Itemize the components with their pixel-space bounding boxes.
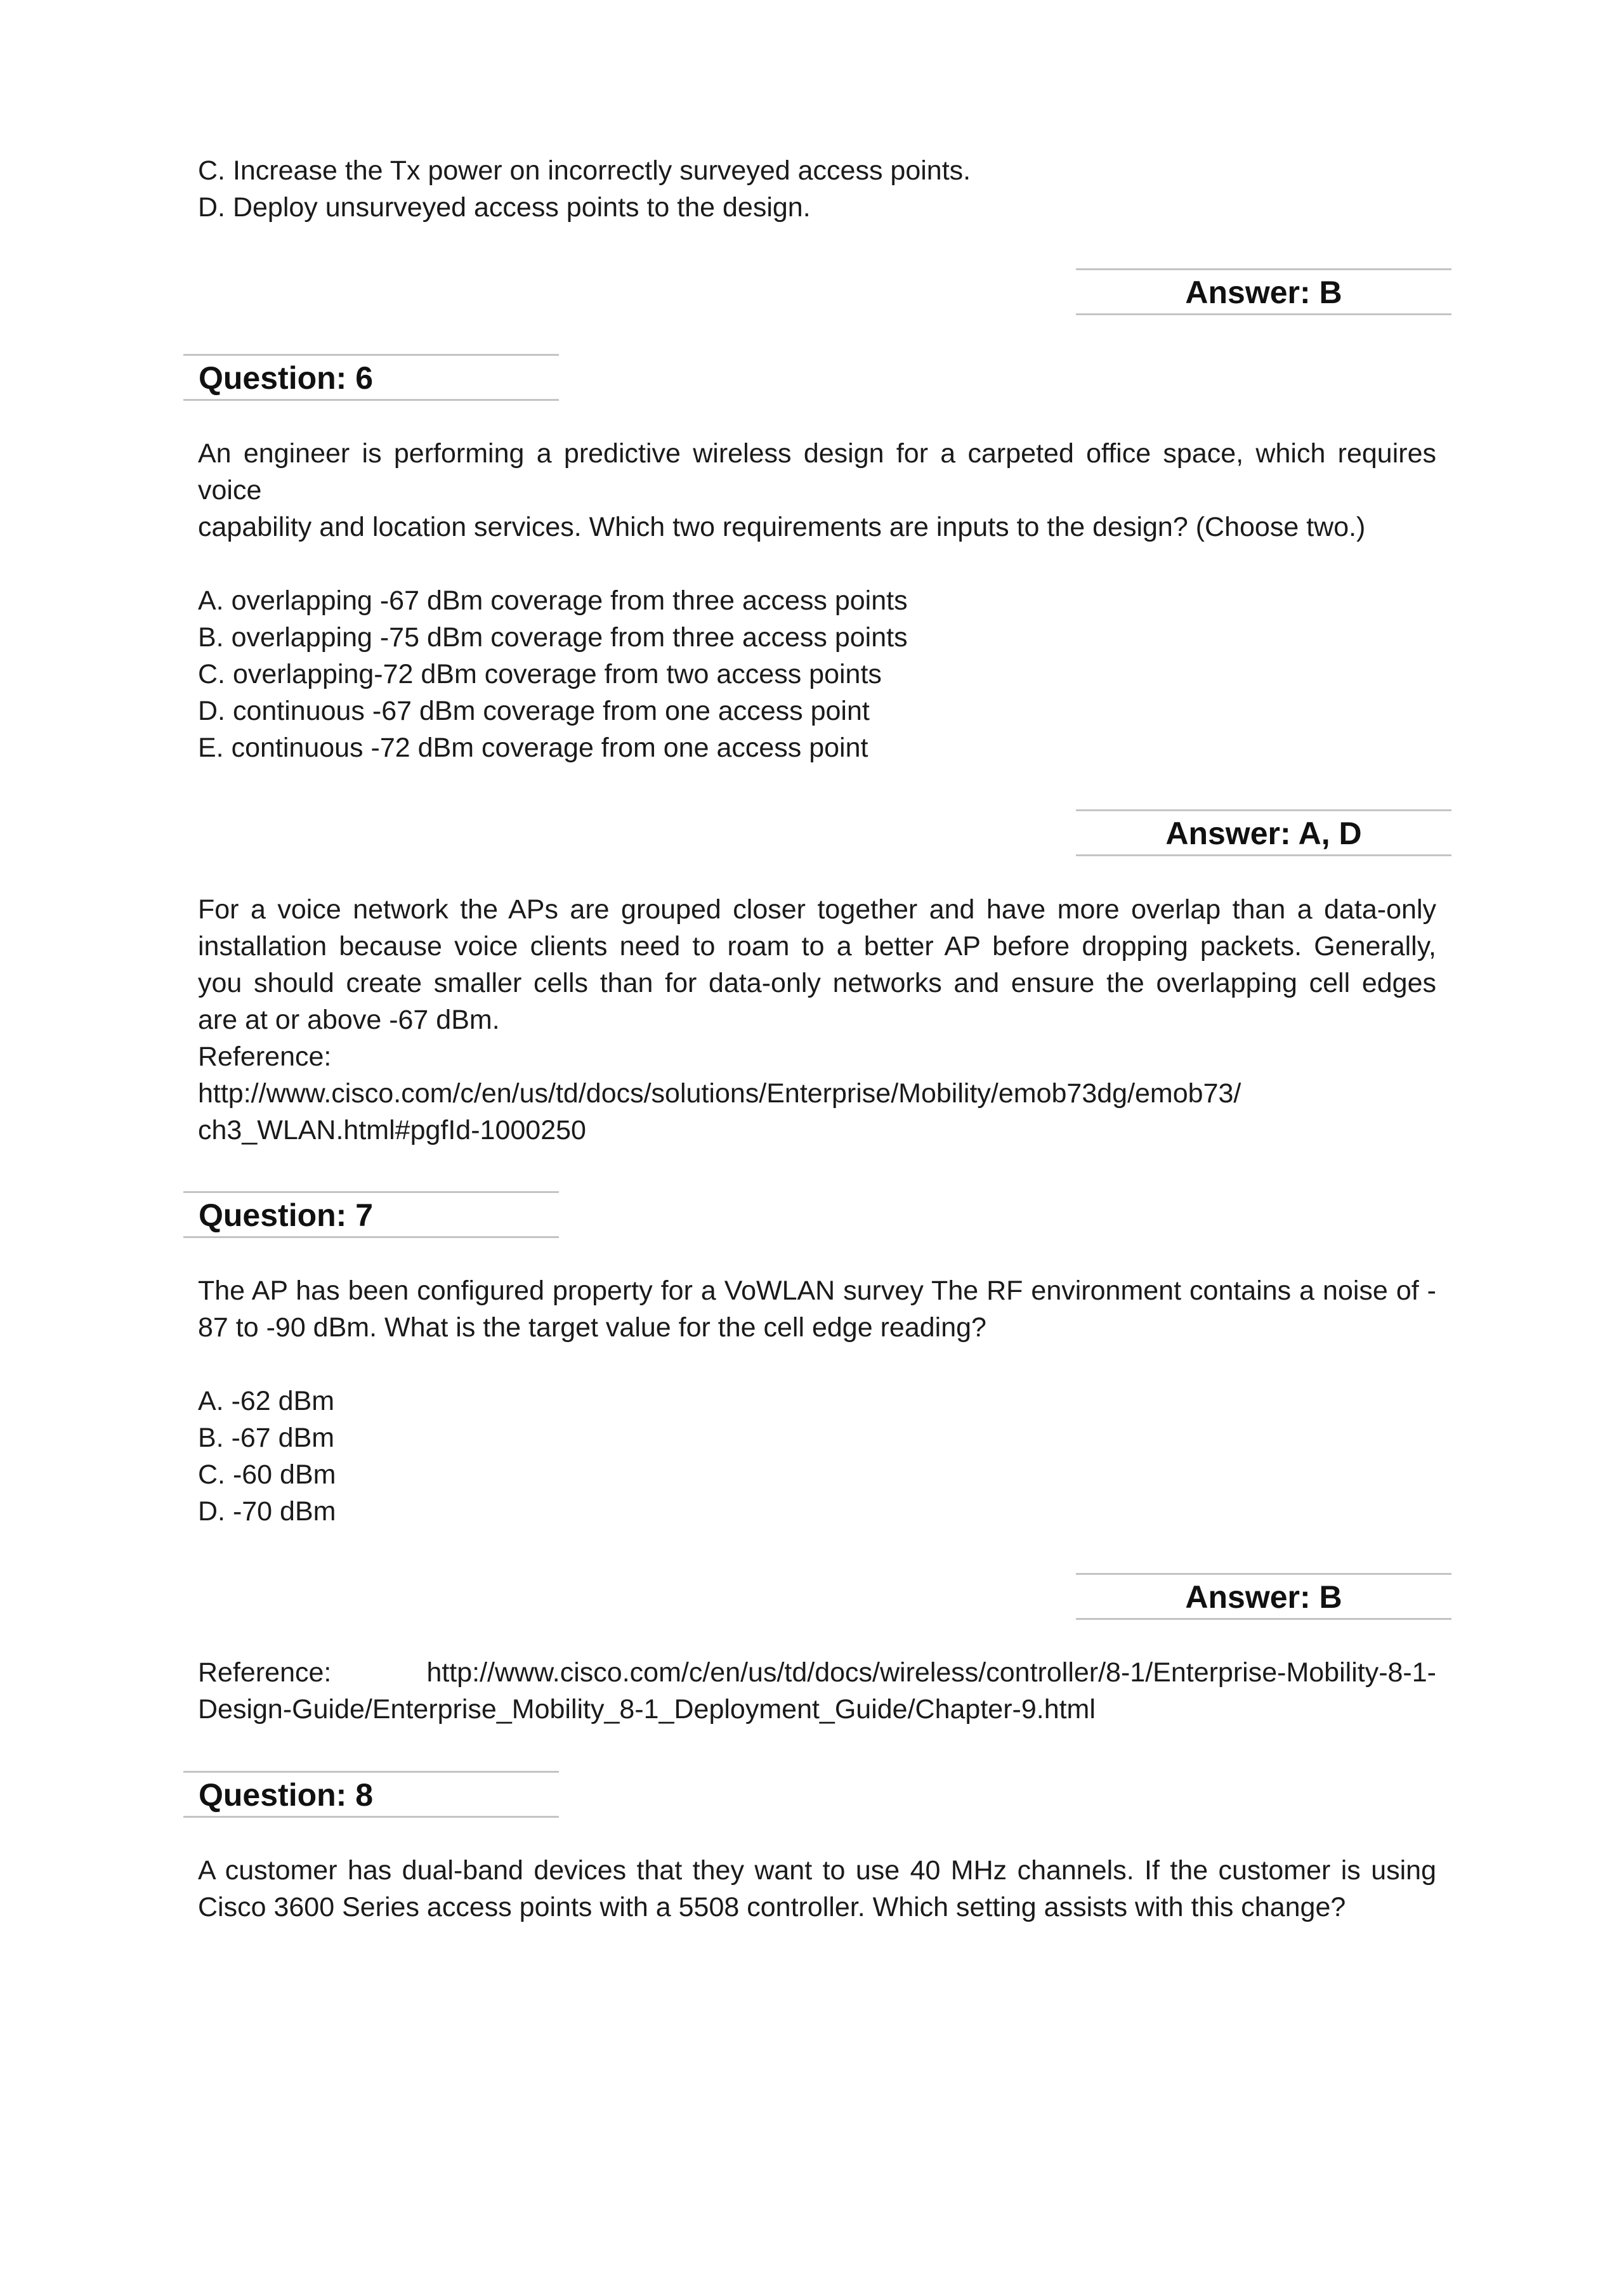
stem-line: Cisco 3600 Series access points with a 5508 controller. Which setting assists with this change? — [198, 1892, 1346, 1922]
option-d: D. Deploy unsurveyed access points to the design. — [198, 192, 811, 223]
answer-box-q6 — [1076, 809, 1451, 856]
option-b: B. overlapping -75 dBm coverage from three access points — [198, 622, 908, 653]
stem-line: voice — [198, 475, 262, 506]
option-c: C. overlapping-72 dBm coverage from two access points — [198, 659, 882, 689]
option-d: D. -70 dBm — [198, 1496, 336, 1527]
stem-line: An engineer is performing a predictive wireless design for a carpeted office space, which requires — [198, 438, 1436, 469]
stem-line: The AP has been configured property for a VoWLAN survey The RF environment contains a noise of - — [198, 1275, 1436, 1306]
answer-label: Answer: B — [1185, 275, 1342, 310]
answer-box-q7 — [1076, 1573, 1451, 1620]
option-c: C. Increase the Tx power on incorrectly surveyed access points. — [198, 155, 971, 186]
question-header-6 — [183, 354, 559, 401]
reference-line: Design-Guide/Enterprise_Mobility_8-1_Deployment_Guide/Chapter-9.html — [198, 1694, 1096, 1725]
explanation-line: you should create smaller cells than for data-only networks and ensure the overlapping cell edges — [198, 968, 1436, 998]
question-header-7 — [183, 1191, 559, 1238]
question-title: Question: 6 — [199, 360, 374, 396]
reference-url: ch3_WLAN.html#pgfId-1000250 — [198, 1115, 586, 1145]
question-title: Question: 7 — [199, 1197, 374, 1233]
question-header-8 — [183, 1771, 559, 1818]
answer-label: Answer: B — [1185, 1579, 1342, 1615]
option-e: E. continuous -72 dBm coverage from one access point — [198, 733, 868, 763]
explanation-line: are at or above -67 dBm. — [198, 1005, 500, 1035]
explanation-line: For a voice network the APs are grouped closer together and have more overlap than a data-only — [198, 894, 1436, 925]
stem-line: 87 to -90 dBm. What is the target value for the cell edge reading? — [198, 1312, 986, 1343]
option-c: C. -60 dBm — [198, 1459, 336, 1490]
answer-label: Answer: A, D — [1165, 816, 1362, 851]
answer-box-q5 — [1076, 268, 1451, 315]
option-a: A. -62 dBm — [198, 1386, 335, 1416]
question-title: Question: 8 — [199, 1777, 374, 1813]
reference-label: Reference: — [198, 1041, 332, 1072]
stem-line: A customer has dual-band devices that they want to use 40 MHz channels. If the customer is using — [198, 1855, 1436, 1886]
option-a: A. overlapping -67 dBm coverage from three access points — [198, 585, 908, 616]
reference-line: Reference: http://www.cisco.com/c/en/us/td/docs/wireless/controller/8-1/Enterprise-Mobility-8-1- — [198, 1657, 1436, 1688]
reference-url: http://www.cisco.com/c/en/us/td/docs/solutions/Enterprise/Mobility/emob73dg/emob73/ — [198, 1078, 1241, 1109]
explanation-line: installation because voice clients need to roam to a better AP before dropping packets. Generally, — [198, 931, 1436, 962]
stem-line: capability and location services. Which two requirements are inputs to the design? (Choose two.) — [198, 512, 1366, 542]
option-d: D. continuous -67 dBm coverage from one access point — [198, 696, 870, 726]
option-b: B. -67 dBm — [198, 1423, 335, 1453]
